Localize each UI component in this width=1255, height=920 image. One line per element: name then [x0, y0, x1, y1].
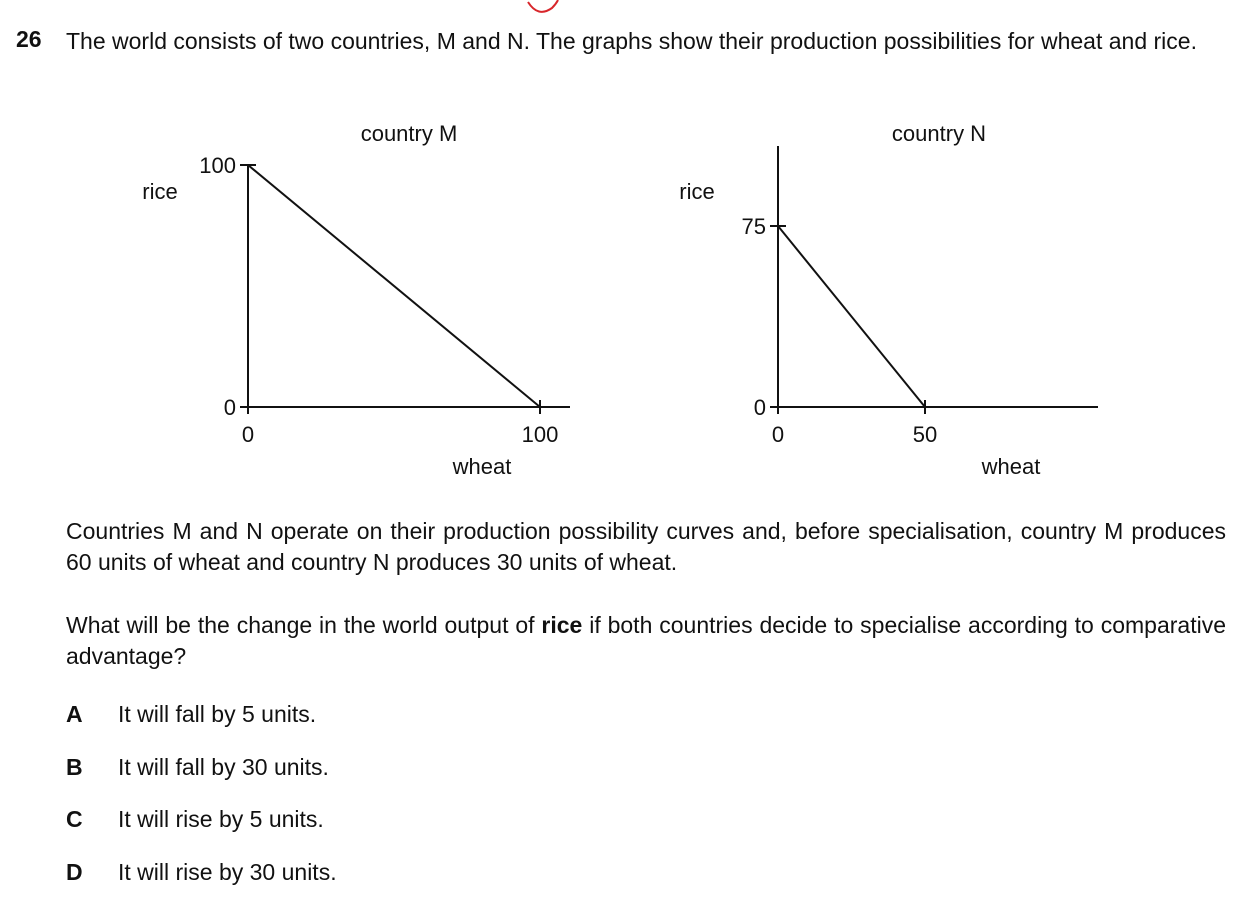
- chart-n-title: country N: [891, 121, 987, 146]
- chart-m-ytick-label-100: 100: [199, 153, 236, 178]
- chart-m-xtick-label-0: 0: [241, 422, 255, 447]
- option-d-letter: D: [66, 859, 83, 885]
- chart-n-xlabel: wheat: [981, 454, 1041, 479]
- chart-country-n: [679, 121, 1098, 479]
- option-c-letter: C: [66, 806, 83, 832]
- option-a[interactable]: [66, 699, 316, 729]
- chart-country-m: [142, 121, 570, 479]
- option-d[interactable]: [66, 857, 337, 887]
- chart-m-ppc-line: [248, 165, 540, 407]
- option-c[interactable]: [66, 804, 324, 834]
- chart-m-ylabel: rice: [142, 179, 178, 204]
- chart-n-ppc-line: [778, 226, 925, 407]
- chart-m-xtick-label-100: 100: [521, 422, 559, 447]
- option-a-letter: A: [66, 701, 83, 727]
- chart-n-xtick-label-0: 0: [771, 422, 785, 447]
- chart-n-ylabel: rice: [679, 179, 715, 204]
- question-prompt-start: What will be the change in the world output of: [66, 612, 542, 638]
- chart-n-ytick-label-0: 0: [753, 395, 766, 420]
- option-b-text: It will fall by 30 units.: [118, 754, 329, 780]
- option-b[interactable]: [66, 752, 329, 782]
- pen-mark-icon: [528, 0, 558, 12]
- chart-n-ytick-label-75: 75: [741, 214, 766, 239]
- chart-m-ytick-label-0: 0: [223, 395, 236, 420]
- question-prompt-end: if both countries decide to specialise according to comparative advantage?: [66, 612, 1226, 669]
- option-b-letter: B: [66, 754, 83, 780]
- question-prompt-keyword: rice: [541, 612, 583, 638]
- chart-m-xlabel: wheat: [452, 454, 512, 479]
- question-prompt: [66, 610, 1226, 672]
- question-number: 26: [16, 26, 42, 52]
- question-stem: The world consists of two countries, M and N. The graphs show their production possibilities for wheat and rice.: [66, 28, 1197, 54]
- chart-m-title: country M: [360, 121, 458, 146]
- option-d-text: It will rise by 30 units.: [118, 859, 337, 885]
- option-a-text: It will fall by 5 units.: [118, 701, 317, 727]
- option-c-text: It will rise by 5 units.: [118, 806, 324, 832]
- question-context: Countries M and N operate on their production possibility curves and, before specialisation, country M produces 60 units of wheat and country N produces 30 units of wheat.: [66, 518, 1226, 575]
- chart-n-xtick-label-50: 50: [912, 422, 938, 447]
